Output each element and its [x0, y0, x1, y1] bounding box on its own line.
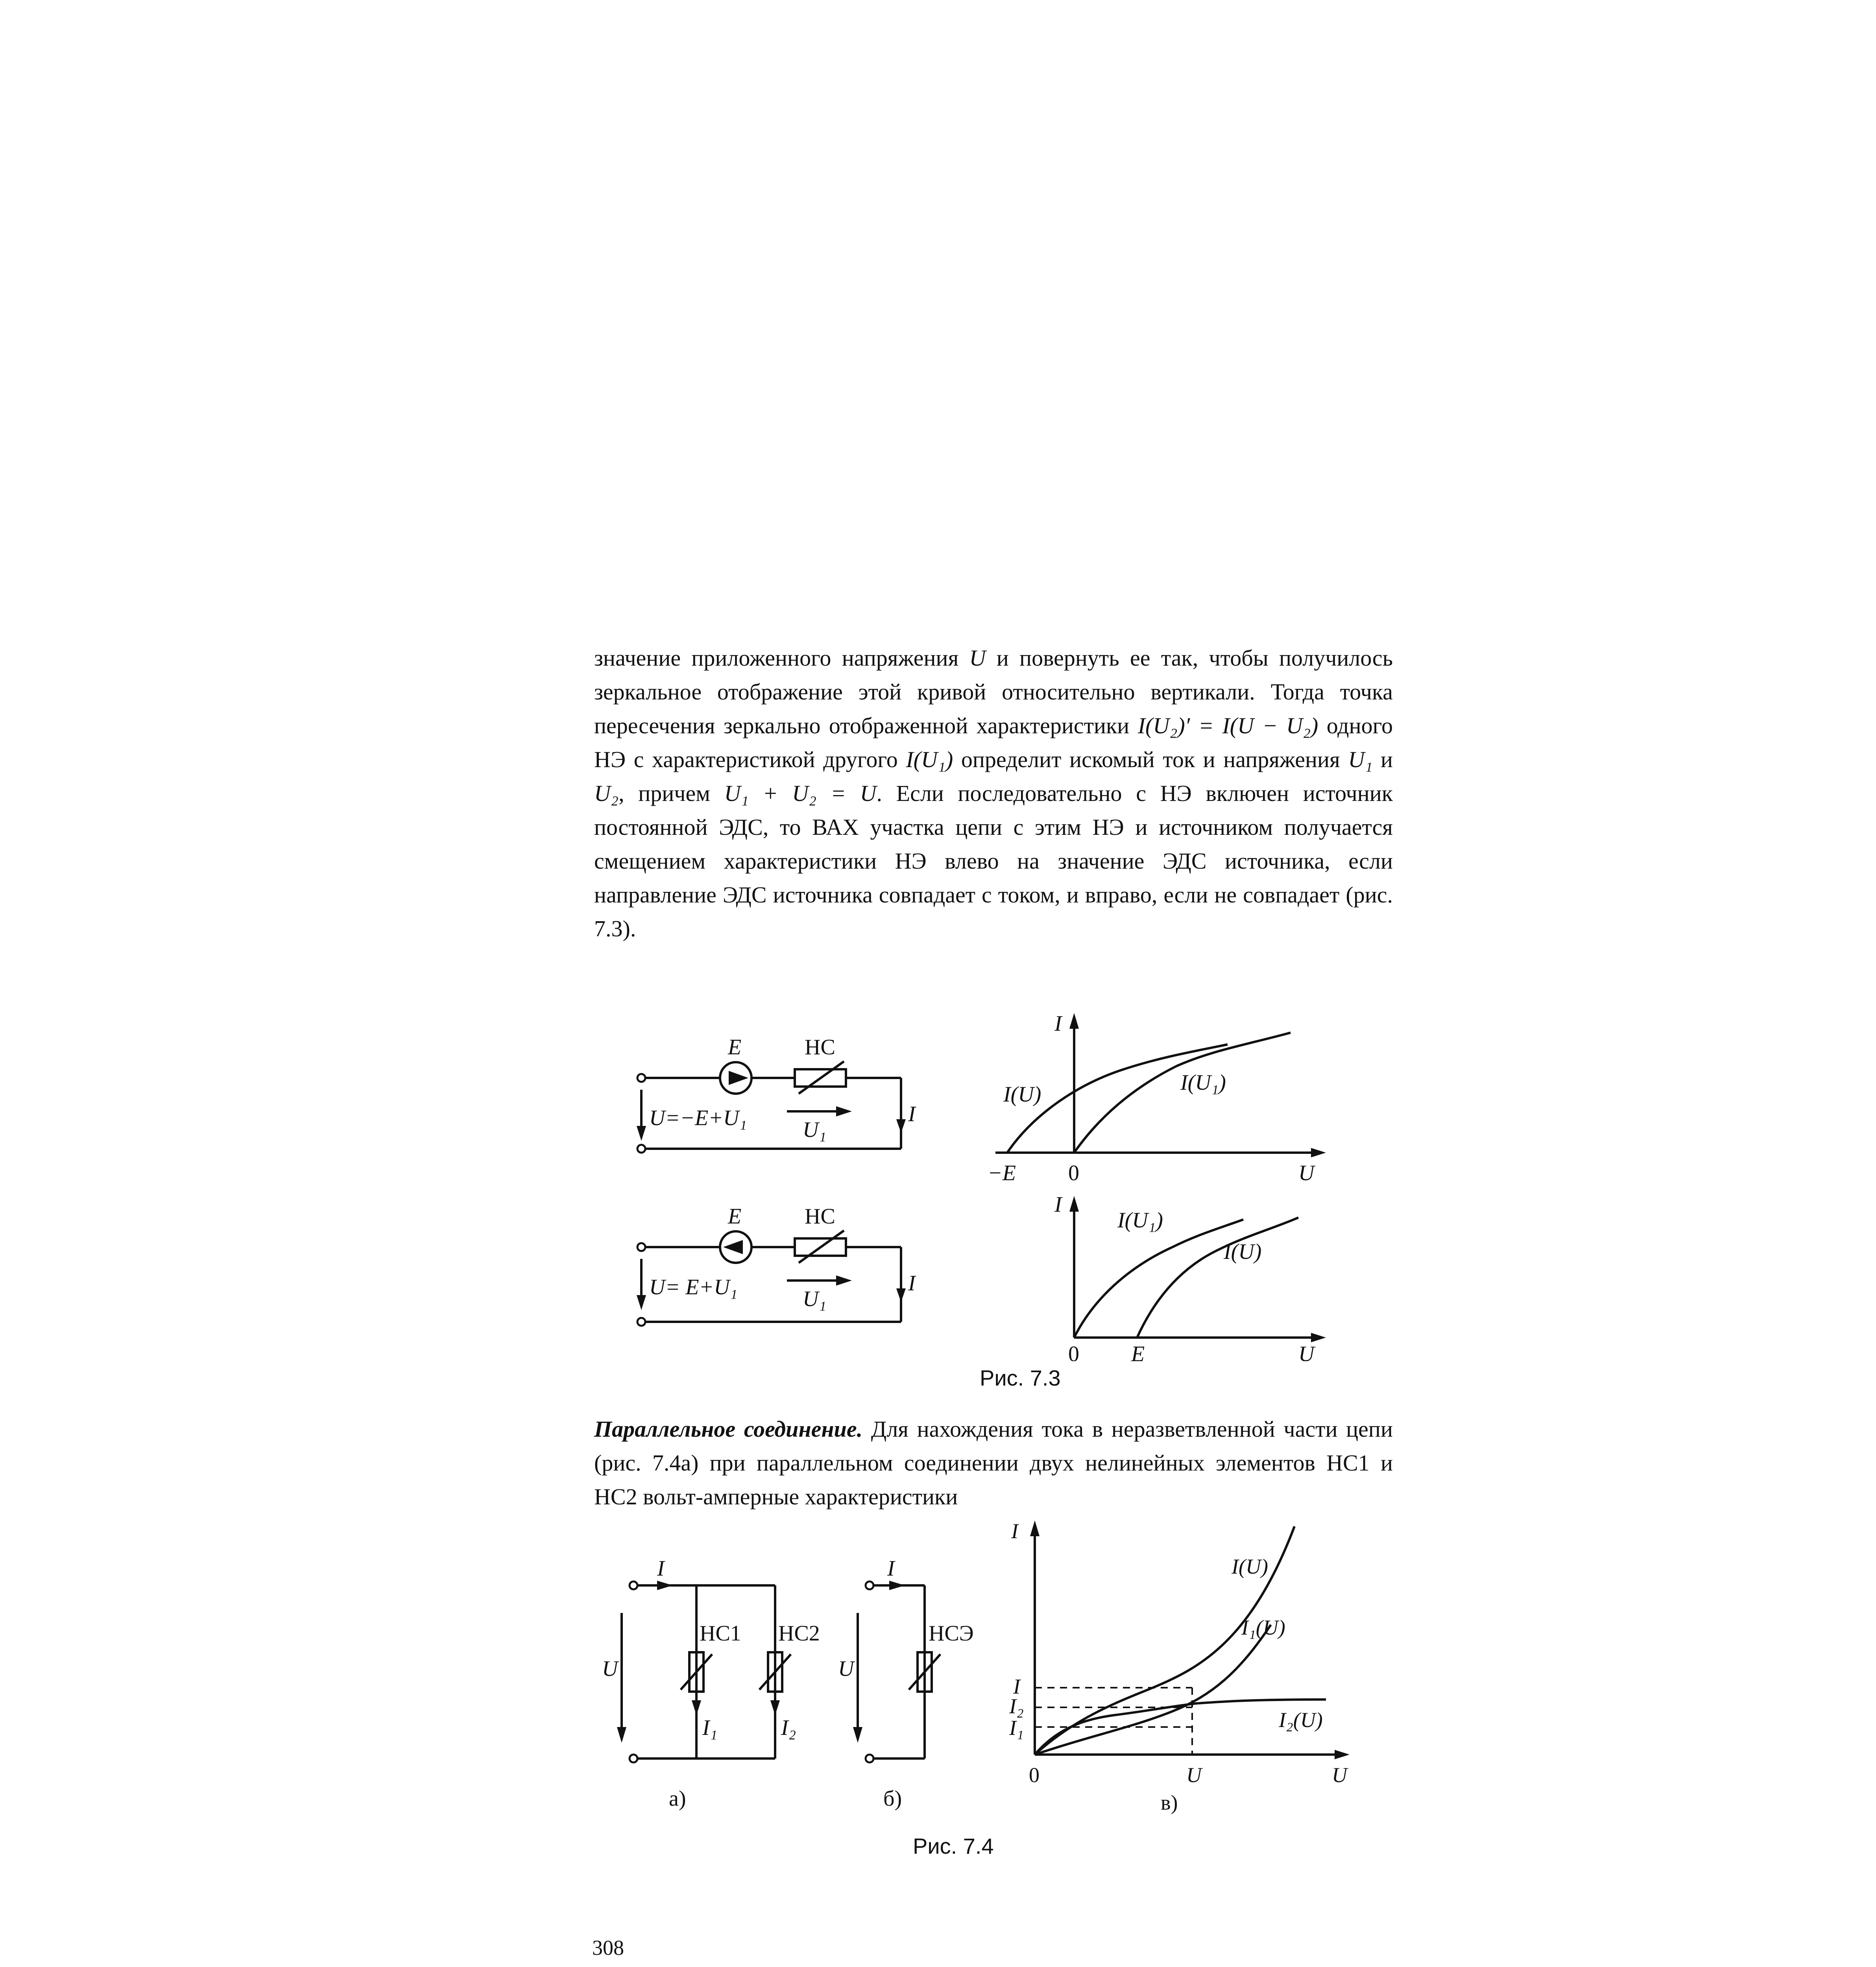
curve-label: I(U): [1224, 1240, 1262, 1264]
tick-label-i: I: [1013, 1675, 1020, 1698]
fig74-circuit-a-svg: [602, 1558, 846, 1818]
axis-label-x: U: [1298, 1342, 1315, 1361]
fig73-graphs-svg: [972, 1007, 1365, 1361]
curve-label: I₂(U): [1279, 1708, 1323, 1732]
source-label-e: E: [728, 1035, 742, 1059]
fig74-graph-c-svg: [995, 1515, 1361, 1821]
tick-label-i1: I₁: [1009, 1716, 1024, 1740]
body-text: [594, 641, 1393, 946]
element-voltage-label: U₁: [803, 1287, 826, 1311]
text-span: Для нахождения тока в неразветвленной части цепи (рис. 7.4а) при параллельном соединении двух нелинейных элементов НС1 и НС2 вольт-амперные характеристики: [594, 1416, 1393, 1509]
tick-label-neg-e: −E: [988, 1161, 1016, 1185]
curve-label: I(U₁): [1117, 1208, 1163, 1233]
axis-label-x: U: [1332, 1763, 1347, 1787]
text-span: и: [1380, 747, 1393, 772]
origin-label: 0: [1068, 1161, 1079, 1185]
text-span: определит искомый ток и напряжения: [961, 747, 1340, 772]
current-label: I: [887, 1558, 895, 1581]
tick-label-e: E: [1131, 1342, 1145, 1361]
paragraph-2: [594, 1412, 1393, 1514]
current-label: I: [657, 1558, 665, 1581]
paragraph-1: [594, 641, 1393, 946]
fig73-circuits-svg: [626, 1023, 925, 1345]
axis-label-y: I: [1054, 1011, 1062, 1036]
element-label-hc2: НС2: [778, 1621, 820, 1646]
curve-label: I(U): [1232, 1555, 1268, 1578]
element-label-hce: НСЭ: [929, 1621, 974, 1646]
variable-u: U: [969, 645, 986, 671]
curve-label: I₁(U): [1241, 1616, 1285, 1639]
curve-label: I(U): [1003, 1082, 1041, 1107]
fig73-graphs: [972, 1007, 1365, 1361]
current-i2-label: I₂: [781, 1716, 796, 1740]
origin-label: 0: [1068, 1342, 1079, 1361]
current-label: I: [908, 1102, 916, 1126]
fig74-caption: Рис. 7.4: [913, 1834, 994, 1858]
variable-u1: U₁: [1348, 747, 1373, 772]
fig74-graph-c: [995, 1515, 1361, 1821]
text-span: одного НЭ с характеристикой другого: [594, 713, 1393, 772]
formula-i-u1: I(U₁): [906, 747, 953, 772]
text-span: , причем: [619, 781, 710, 806]
element-label-hc1: НС1: [700, 1621, 741, 1646]
text-span: значение приложенного напряжения: [594, 645, 959, 671]
curve-label: I(U₁): [1180, 1070, 1226, 1095]
section-heading: Параллельное соединение.: [594, 1416, 863, 1442]
voltage-label: U=−E+U₁: [649, 1106, 747, 1130]
element-label-hc: НС: [805, 1204, 835, 1229]
voltage-label: U: [602, 1657, 618, 1681]
element-voltage-label: U₁: [803, 1118, 826, 1142]
fig74-circuit-b: [838, 1558, 995, 1818]
element-label-hc: НС: [805, 1035, 835, 1059]
text-span: . Если последовательно с НЭ включен источник постоянной ЭДС, то ВАХ участка цепи с этим НЭ и источником получается смещением характеристики НЭ влево на значение ЭДС источника, если направление ЭДС источника совпадает с током, и вправо, если не совпадает (рис. 7.3).: [594, 781, 1393, 941]
subfigure-label-b: б): [883, 1786, 902, 1811]
voltage-label: U: [838, 1657, 854, 1681]
tick-label-i2: I₂: [1009, 1694, 1024, 1718]
axis-label-x: U: [1298, 1161, 1315, 1185]
fig74-circuit-a: [602, 1558, 846, 1818]
tick-label-u: U: [1186, 1763, 1202, 1787]
axis-label-y: I: [1011, 1519, 1018, 1543]
formula-mirror: I(U₂)′ = I(U − U₂): [1137, 713, 1318, 738]
variable-u2: U₂: [594, 781, 619, 806]
source-label-e: E: [728, 1204, 742, 1229]
current-label: I: [908, 1271, 916, 1295]
subfigure-label-c: в): [1161, 1791, 1178, 1814]
fig73-circuits: [626, 1023, 925, 1345]
fig74-circuit-b-svg: [838, 1558, 995, 1818]
subfigure-label-a: а): [669, 1786, 686, 1811]
origin-label: 0: [1029, 1763, 1040, 1787]
page-number: 308: [592, 1936, 624, 1960]
current-i1-label: I₁: [702, 1716, 718, 1740]
fig73-caption: Рис. 7.3: [980, 1365, 1061, 1390]
body-text-2: [594, 1412, 1393, 1514]
axis-label-y: I: [1054, 1192, 1062, 1217]
voltage-label: U= E+U₁: [649, 1275, 738, 1299]
formula-sum: U₁ + U₂ = U: [724, 781, 877, 806]
text-span: и повернуть ее так, чтобы получилось зеркальное отображение этой кривой относительно вертикали. Тогда точка пересечения зеркально отображенной характеристики: [594, 645, 1393, 738]
